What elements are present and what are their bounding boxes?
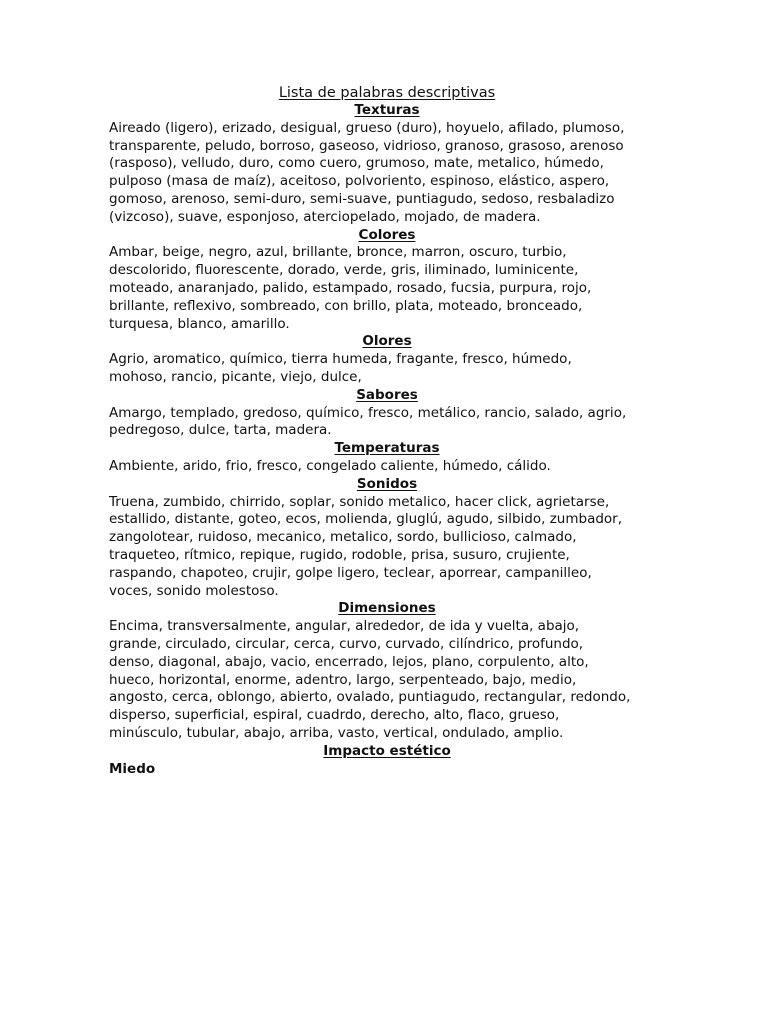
text-line: Ambiente, arido, frio, fresco, congelado caliente, húmedo, cálido. [109, 457, 551, 474]
text-line: brillante, reflexivo, sombreado, con brillo, plata, moteado, bronceado, [109, 297, 583, 314]
document-content [109, 84, 665, 778]
text-line: Encima, transversalmente, angular, alrededor, de ida y vuelta, abajo, [109, 618, 580, 635]
section-heading: Impacto estético [323, 742, 451, 759]
section-body [109, 458, 665, 476]
section-body [109, 494, 665, 601]
section-body [109, 120, 665, 227]
text-line: zangolotear, ruidoso, mecanico, metalico, sordo, bullicioso, calmado, [109, 529, 577, 546]
section-body [109, 405, 665, 441]
section-body [109, 244, 665, 333]
text-line: pedregoso, dulce, tarta, madera. [109, 422, 332, 439]
section-body [109, 351, 665, 387]
text-line: disperso, superficial, espiral, cuadrdo, derecho, alto, flaco, grueso, [109, 707, 560, 724]
text-line: Amargo, templado, gredoso, químico, fresco, metálico, rancio, salado, agrio, [109, 404, 627, 421]
text-line: raspando, chapoteo, crujir, golpe ligero, teclear, aporrear, campanilleo, [109, 564, 592, 581]
text-line: gomoso, arenoso, semi-duro, semi-suave, puntiagudo, sedoso, resbaladizo [109, 190, 615, 207]
text-line: (vizcoso), suave, esponjoso, aterciopelado, mojado, de madera. [109, 208, 541, 225]
text-line: Truena, zumbido, chirrido, soplar, sonido metalico, hacer click, agrietarse, [109, 493, 610, 510]
text-line: (rasposo), velludo, duro, como cuero, grumoso, mate, metalico, húmedo, [109, 155, 604, 172]
text-line: traqueteo, rítmico, repique, rugido, rodoble, prisa, susuro, crujiente, [109, 546, 570, 563]
text-line: estallido, distante, goteo, ecos, molienda, gluglú, agudo, silbido, zumbador, [109, 511, 623, 528]
section-body [109, 618, 665, 743]
section-heading: Olores [362, 333, 412, 350]
text-line: angosto, cerca, oblongo, abierto, ovalado, puntiagudo, rectangular, redondo, [109, 689, 631, 706]
text-line: descolorido, fluorescente, dorado, verde, gris, iliminado, luminicente, [109, 262, 579, 279]
document-title: Lista de palabras descriptivas [278, 85, 496, 101]
section-heading: Dimensiones [338, 600, 436, 617]
text-line: voces, sonido molestoso. [109, 582, 279, 599]
text-line: Agrio, aromatico, químico, tierra humeda, fragante, fresco, húmedo, [109, 351, 572, 368]
sections-container [109, 102, 665, 760]
text-line: hueco, horizontal, enorme, adentro, largo, serpenteado, bajo, medio, [109, 671, 577, 688]
text-line: grande, circulado, circular, cerca, curvo, curvado, cilíndrico, profundo, [109, 635, 584, 652]
text-line: pulposo (masa de maíz), aceitoso, polvoriento, espinoso, elástico, aspero, [109, 173, 610, 190]
section-heading: Colores [358, 226, 416, 243]
text-line: minúsculo, tubular, abajo, arriba, vasto, vertical, ondulado, amplio. [109, 724, 564, 741]
final-word: Miedo [109, 761, 156, 778]
text-line: moteado, anaranjado, palido, estampado, rosado, fucsia, purpura, rojo, [109, 279, 592, 296]
text-line: turquesa, blanco, amarillo. [109, 315, 290, 332]
text-line: Ambar, beige, negro, azul, brillante, bronce, marron, oscuro, turbio, [109, 244, 567, 261]
section-heading: Temperaturas [334, 440, 440, 457]
section-heading: Sonidos [356, 475, 418, 492]
text-line: Aireado (ligero), erizado, desigual, grueso (duro), hoyuelo, afilado, plumoso, [109, 119, 625, 136]
section-heading: Sabores [356, 386, 418, 403]
text-line: transparente, peludo, borroso, gaseoso, vidrioso, granoso, grasoso, arenoso [109, 137, 624, 154]
text-line: mohoso, rancio, picante, viejo, dulce, [109, 368, 362, 385]
text-line: denso, diagonal, abajo, vacio, encerrado, lejos, plano, corpulento, alto, [109, 653, 589, 670]
section-heading: Texturas [354, 102, 420, 118]
